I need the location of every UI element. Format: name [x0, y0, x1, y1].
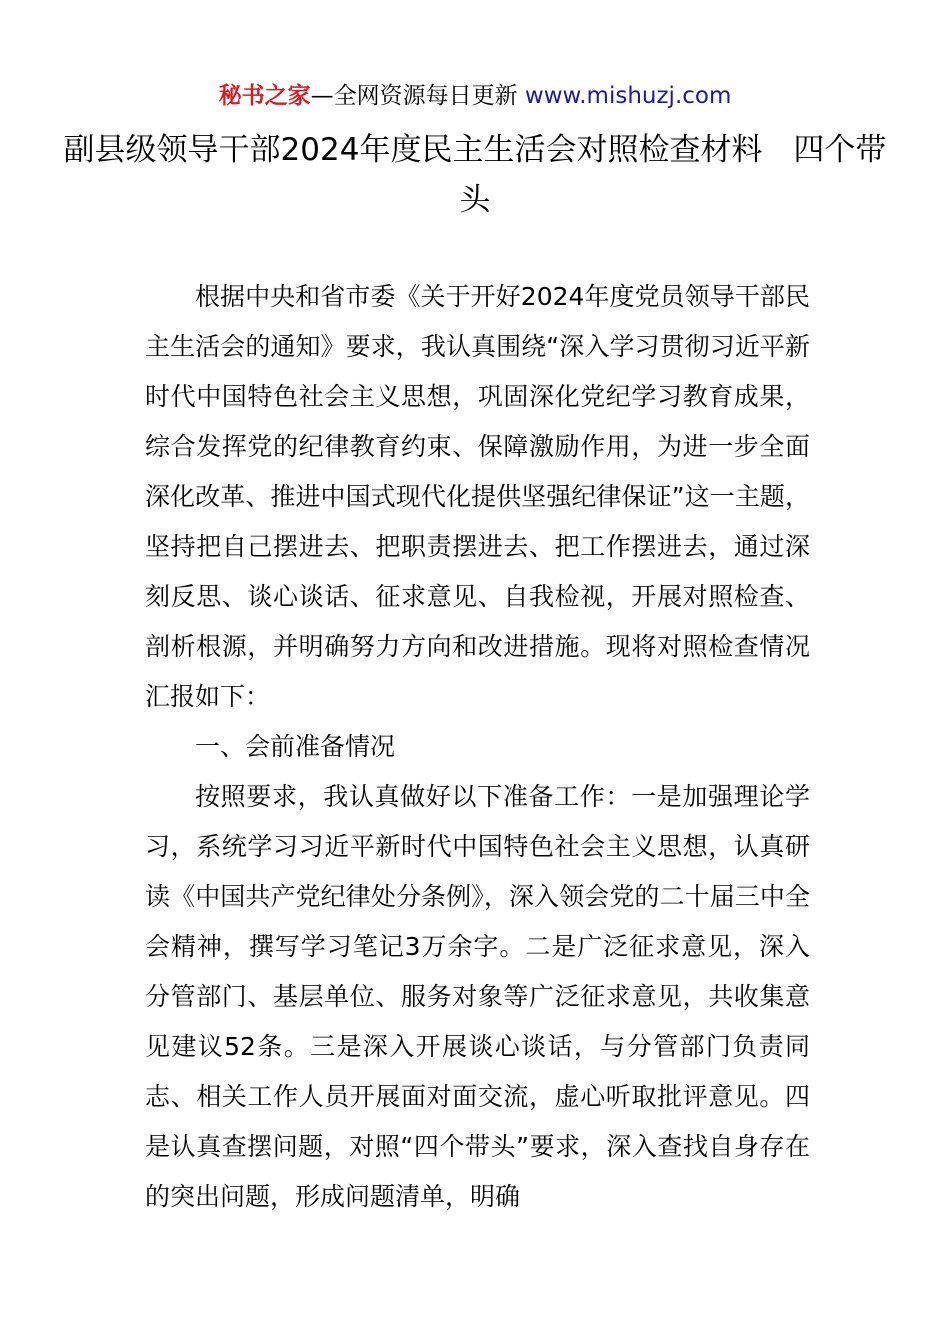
paragraph-preparation: 按照要求，我认真做好以下准备工作：一是加强理论学习，系统学习习近平新时代中国特色社会主义思想，认真研读《中国共产党纪律处分条例》，深入领会党的二十届三中全会精神，撰写学习笔记3万余字。二是广泛征求意见，深入分管部门、基层单位、服务对象等广泛征求意见，共收集意见建议52条。三是深入开展谈心谈话，与分管部门负责同志、相关工作人员开展面对面交流，虚心听取批评意见。四是认真查摆问题，对照“四个带头”要求，深入查找自身存在的突出问题，形成问题清单，明确 — [145, 782, 810, 1211]
brand-name: 秘书之家 — [218, 83, 311, 109]
site-url-link[interactable]: www.mishuzj.com — [524, 83, 732, 109]
document-title: 副县级领导干部2024年度民主生活会对照检查材料 四个带头 — [63, 132, 887, 218]
section-heading: 一、会前准备情况 — [195, 732, 396, 761]
site-header — [0, 80, 950, 112]
document-body — [145, 272, 810, 1222]
header-tagline: —全网资源每日更新 — [310, 83, 525, 109]
paragraph-intro: 根据中央和省市委《关于开好2024年度党员领导干部民主生活会的通知》要求，我认真围绕“深入学习贯彻习近平新时代中国特色社会主义思想，巩固深化党纪学习教育成果，综合发挥党的纪律教育约束、保障激励作用，为进一步全面深化改革、推进中国式现代化提供坚强纪律保证”这一主题，坚持把自己摆进去、把职责摆进去、把工作摆进去，通过深刻反思、谈心谈话、征求意见、自我检视，开展对照检查、剖析根源，并明确努力方向和改进措施。现将对照检查情况汇报如下： — [145, 282, 810, 711]
